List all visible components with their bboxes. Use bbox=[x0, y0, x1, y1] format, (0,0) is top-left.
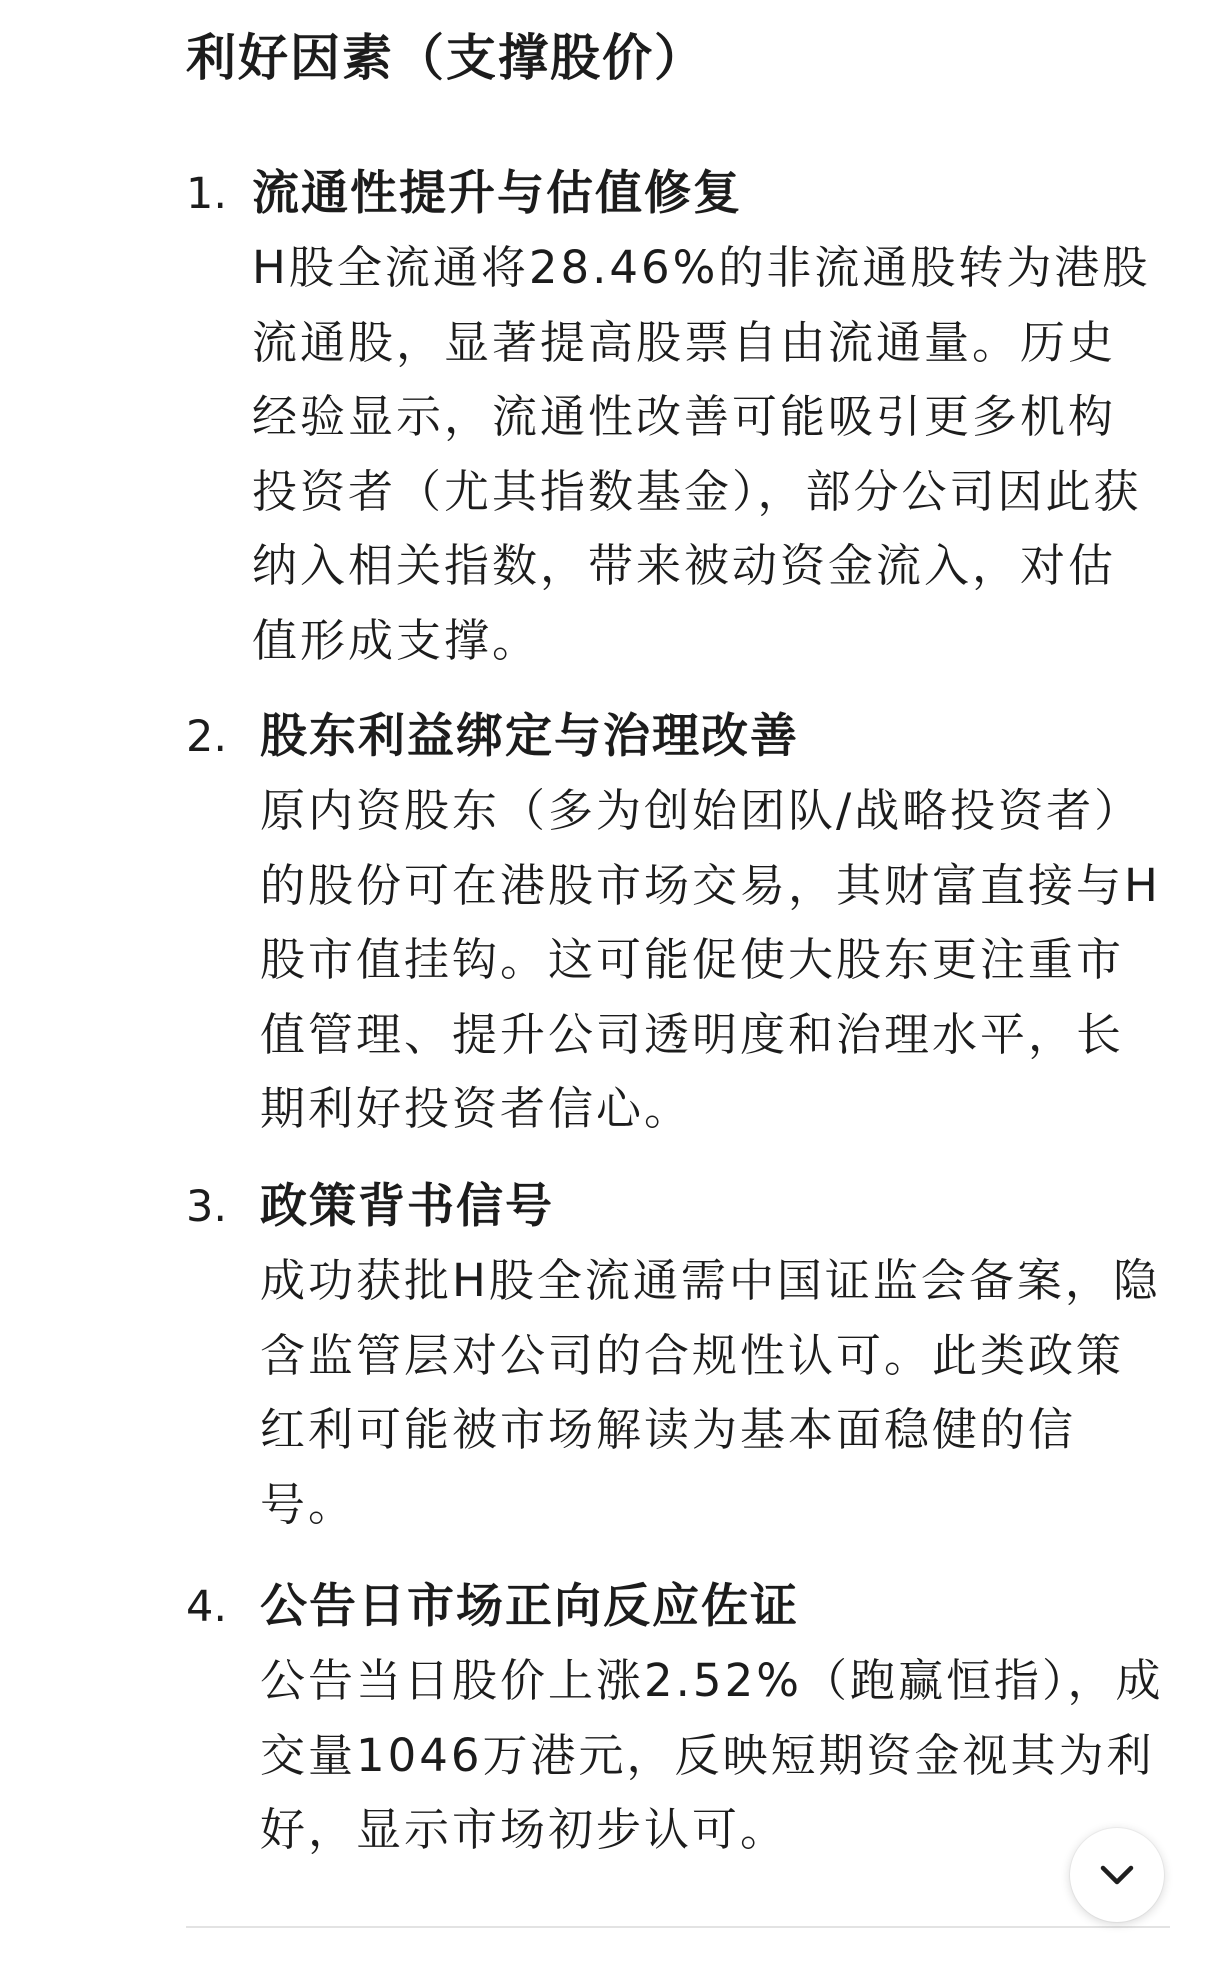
list-item bbox=[186, 1570, 1170, 1868]
list-item-title: 政策背书信号 bbox=[260, 1179, 554, 1234]
list-item-number: 1. bbox=[186, 169, 228, 219]
list-item-number: 4. bbox=[186, 1582, 228, 1632]
list-item-body: 成功获批H股全流通需中国证监会备案，隐含监管层对公司的合规性认可。此类政策红利可能被市场解读为基本面稳健的信号。 bbox=[260, 1254, 1161, 1531]
list-item-title: 流通性提升与估值修复 bbox=[252, 166, 742, 221]
list-item bbox=[186, 1170, 1170, 1542]
chevron-down-icon bbox=[1097, 1855, 1137, 1895]
list-item-title: 股东利益绑定与治理改善 bbox=[260, 709, 799, 764]
divider bbox=[186, 1926, 1170, 1928]
list-item-title: 公告日市场正向反应佐证 bbox=[260, 1579, 799, 1634]
list-item-number: 2. bbox=[186, 712, 228, 762]
list-item-body: H股全流通将28.46%的非流通股转为港股流通股，显著提高股票自由流通量。历史经验显示，流通性改善可能吸引更多机构投资者（尤其指数基金），部分公司因此获纳入相关指数，带来被动资金流入，对估值形成支撑。 bbox=[252, 241, 1151, 667]
list-item-number: 3. bbox=[186, 1182, 228, 1232]
list-item bbox=[186, 700, 1170, 1147]
section-heading: 利好因素（支撑股价） bbox=[186, 29, 706, 87]
list-item-body: 公告当日股价上涨2.52%（跑赢恒指），成交量1046万港元，反映短期资金视其为利好，显示市场初步认可。 bbox=[260, 1654, 1164, 1856]
list-item bbox=[186, 157, 1170, 678]
list-item-body: 原内资股东（多为创始团队/战略投资者）的股份可在港股市场交易，其财富直接与H股市值挂钩。这可能促使大股东更注重市值管理、提升公司透明度和治理水平，长期利好投资者信心。 bbox=[260, 784, 1161, 1135]
scroll-to-bottom-button[interactable] bbox=[1070, 1828, 1164, 1922]
